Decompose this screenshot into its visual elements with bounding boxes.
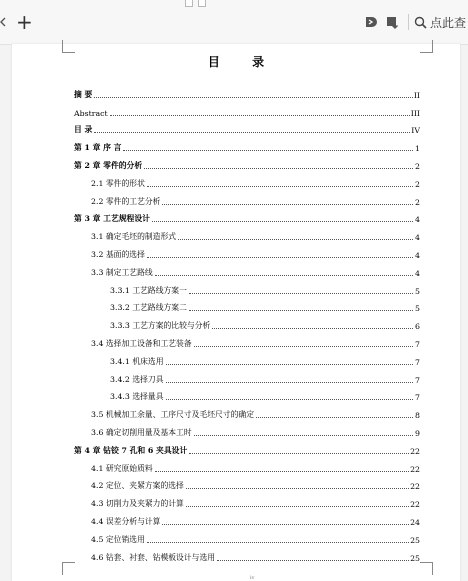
toc-entry[interactable]: [74, 100, 420, 118]
toc-entry[interactable]: [74, 367, 420, 385]
download-icon[interactable]: [385, 14, 401, 30]
toc-leader-dots: [186, 505, 409, 507]
toc-entry[interactable]: [74, 349, 420, 367]
toc-leader-dots: [94, 131, 410, 133]
pdf-convert-icon[interactable]: [363, 14, 379, 30]
toc-entry-label: 3.3.2 工艺路线方案二: [110, 303, 187, 313]
toc-leader-dots: [123, 149, 413, 151]
toc-leader-dots: [166, 381, 413, 383]
toc-leader-dots: [189, 292, 413, 294]
toc-entry-page: II: [413, 90, 420, 100]
toolbar-separator: [408, 14, 409, 30]
toc-entry-label: Abstract: [74, 108, 108, 118]
toc-entry-label: 2.1 零件的形状: [91, 178, 145, 188]
toc-leader-dots: [94, 96, 413, 98]
toc-entry-page: 2: [415, 179, 420, 189]
toc-entry-page: 2: [415, 161, 420, 171]
toc-leader-dots: [166, 398, 413, 400]
toc-entry-page: 4: [415, 268, 420, 278]
toc-leader-dots: [152, 220, 413, 222]
toc-entry-label: 第 4 章 钻铰 7 孔和 6 夹具设计: [74, 445, 188, 455]
toc-entry[interactable]: [74, 491, 420, 509]
tab-divider: [185, 0, 193, 7]
toc-entry-page: 22: [410, 446, 420, 456]
toc-entry-page: IV: [411, 126, 420, 136]
toc-entry-label: 第 2 章 零件的分析: [74, 160, 143, 170]
toc-leader-dots: [147, 185, 413, 187]
toc-leader-dots: [217, 559, 409, 561]
toc-leader-dots: [212, 327, 413, 329]
toc-entry-label: 3.5 机械加工余量、工序尺寸及毛坯尺寸的确定: [91, 410, 255, 420]
toc-entry[interactable]: [74, 153, 420, 171]
toc-leader-dots: [155, 470, 409, 472]
toc-entry-page: 4: [415, 250, 420, 260]
toc-entry[interactable]: [74, 118, 420, 136]
toc-entry[interactable]: [74, 331, 420, 349]
toc-leader-dots: [256, 416, 413, 418]
toc-entry-label: 3.1 确定毛坯的制造形式: [91, 232, 177, 242]
toc-entry-page: 22: [410, 482, 420, 492]
toc-entry-page: 4: [415, 233, 420, 243]
toc-entry[interactable]: [74, 438, 420, 456]
chevron-left-icon[interactable]: [0, 16, 6, 31]
crop-mark: [420, 562, 433, 575]
toc-entry-label: 2.2 零件的工艺分析: [91, 196, 161, 206]
toc-leader-dots: [189, 309, 413, 311]
toc-entry-page: 4: [415, 215, 420, 225]
toc-leader-dots: [194, 434, 413, 436]
toc-leader-dots: [162, 203, 413, 205]
toc-entry[interactable]: [74, 456, 420, 474]
toc-entry-label: 4.3 切削力及夹紧力的计算: [91, 499, 184, 509]
toc-entry-page: III: [410, 108, 420, 118]
toc-entry-page: 5: [415, 304, 420, 314]
toc-entry-page: 7: [415, 357, 420, 367]
toc-entry-label: 3.2 基面的选择: [91, 249, 145, 259]
toc-entry[interactable]: [74, 420, 420, 438]
toc-leader-dots: [144, 167, 413, 169]
toc-entry-page: 1: [415, 144, 420, 154]
toc-entry[interactable]: [74, 527, 420, 545]
toc-leader-dots: [166, 363, 413, 365]
toc-entry-page: 24: [410, 517, 420, 527]
toc-entry-page: 8: [415, 411, 420, 421]
toc-entry[interactable]: [74, 385, 420, 403]
toc-entry[interactable]: [74, 82, 420, 100]
toc-entry-label: 3.3.3 工艺方案的比较与分析: [110, 321, 211, 331]
document-page: [12, 44, 460, 581]
toc-entry[interactable]: [74, 260, 420, 278]
toc-entry-label: 3.4.1 机床选用: [110, 356, 164, 366]
toc-entry-page: 22: [410, 464, 420, 474]
toc-entry-page: 6: [415, 322, 420, 332]
toc-entry[interactable]: [74, 207, 420, 225]
toc-leader-dots: [186, 487, 409, 489]
page-footer-mark: iv: [250, 575, 255, 581]
toc-leader-dots: [147, 541, 409, 543]
toc-entry[interactable]: [74, 545, 420, 563]
toc-entry[interactable]: [74, 135, 420, 153]
toc-entry-label: 第 1 章 序 言: [74, 143, 122, 153]
toc-entry-label: 目 录: [74, 125, 93, 135]
toc-entry[interactable]: [74, 278, 420, 296]
crop-mark: [420, 40, 433, 53]
tab-divider: [198, 0, 206, 7]
toc-entry-label: 第 3 章 工艺规程设计: [74, 214, 150, 224]
toc-entry-page: 5: [415, 286, 420, 296]
toc-leader-dots: [178, 238, 413, 240]
crop-mark: [62, 40, 75, 53]
toc-entry-label: 3.3.1 工艺路线方案一: [110, 285, 187, 295]
toc-entry-label: 摘 要: [74, 89, 93, 99]
toc-entry[interactable]: [74, 296, 420, 314]
toc-entry-label: 3.4.2 选择刀具: [110, 374, 164, 384]
toc-leader-dots: [147, 256, 413, 258]
toc-entry-page: 9: [415, 428, 420, 438]
toolbar: [0, 0, 468, 45]
search-box[interactable]: [414, 12, 466, 32]
toc-entry-label: 3.3 制定工艺路线: [91, 267, 153, 277]
toc-entry-label: 3.4.3 选择量具: [110, 392, 164, 402]
toc-entry[interactable]: [74, 224, 420, 242]
toc-entry-label: 4.6 钻套、衬套、钻模板设计与选用: [91, 552, 216, 562]
toc-entry-page: 7: [415, 393, 420, 403]
toc-entry[interactable]: [74, 509, 420, 527]
toc-entry-page: 7: [415, 339, 420, 349]
toc-entry[interactable]: [74, 242, 420, 260]
toc-entry-label: 4.2 定位、夹紧方案的选择: [91, 481, 184, 491]
table-of-contents: [74, 82, 420, 563]
toc-entry-label: 3.4 选择加工设备和工艺装备: [91, 338, 192, 348]
toc-entry-label: 4.1 研究原始质料: [91, 463, 153, 473]
toc-entry-label: 3.6 确定切削用量及基本工时: [91, 427, 192, 437]
toc-entry-page: 25: [410, 553, 420, 563]
toc-title: 目 录: [207, 55, 279, 69]
toc-entry[interactable]: [74, 474, 420, 492]
toc-entry-label: 4.4 误差分析与计算: [91, 516, 161, 526]
new-tab-button[interactable]: +: [16, 10, 33, 34]
search-icon: [414, 16, 427, 29]
search-label: 点此查: [430, 15, 467, 30]
toc-entry-page: 7: [415, 375, 420, 385]
toc-entry[interactable]: [74, 402, 420, 420]
toc-leader-dots: [162, 523, 409, 525]
toc-leader-dots: [110, 114, 410, 116]
toc-leader-dots: [194, 345, 413, 347]
toc-entry[interactable]: [74, 189, 420, 207]
toc-leader-dots: [155, 274, 413, 276]
toc-entry[interactable]: [74, 171, 420, 189]
toc-entry[interactable]: [74, 313, 420, 331]
toc-entry-page: 25: [410, 535, 420, 545]
toc-leader-dots: [189, 452, 409, 454]
toc-entry-label: 4.5 定位销选用: [91, 534, 145, 544]
toc-entry-page: 2: [415, 197, 420, 207]
toc-entry-page: 22: [410, 500, 420, 510]
crop-mark: [62, 562, 75, 575]
